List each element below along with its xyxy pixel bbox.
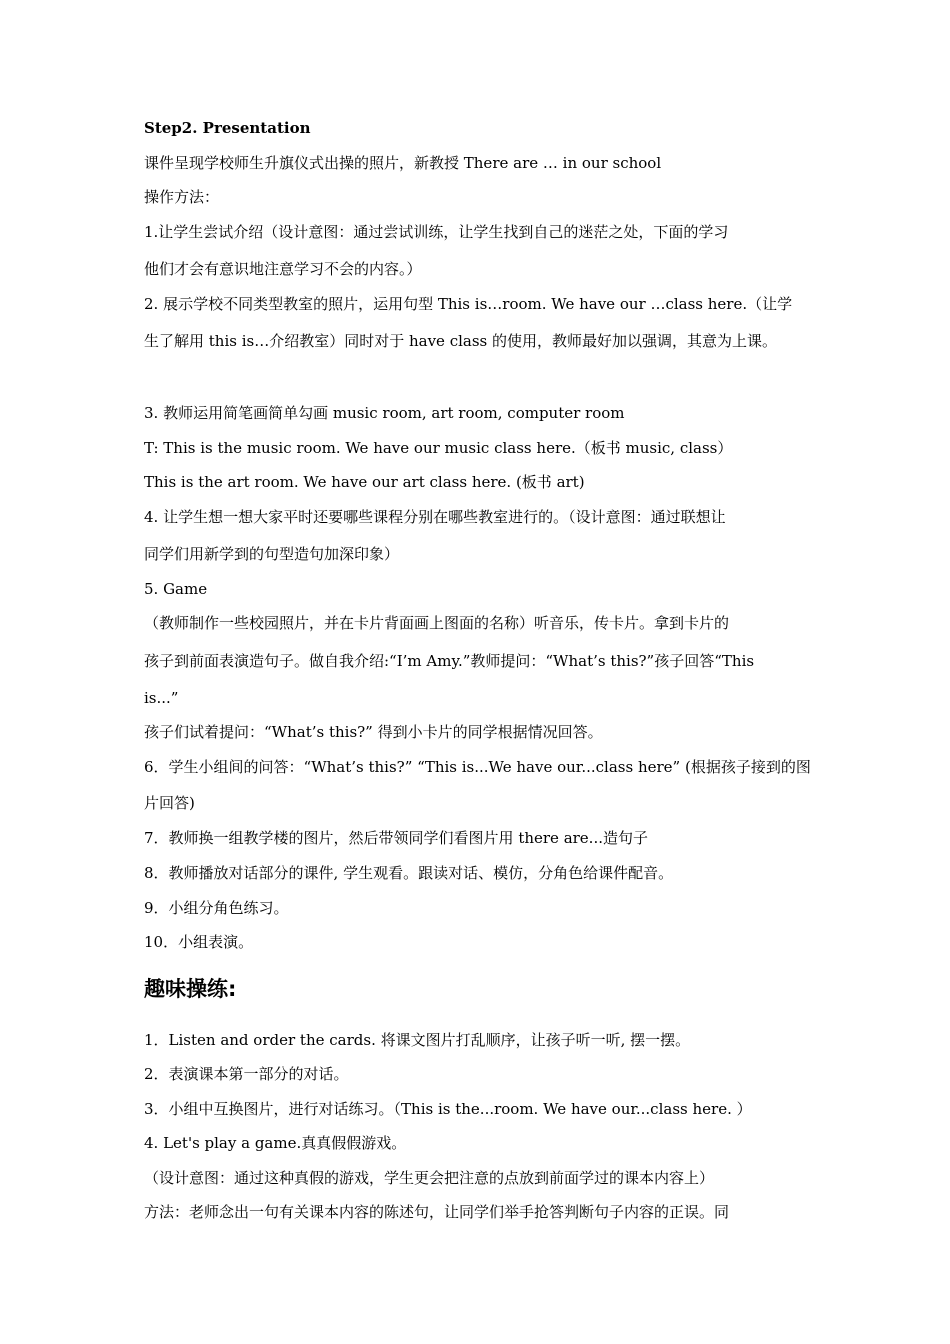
text-line: 5. Game	[144, 580, 208, 598]
text-line: 他们才会有意识地注意学习不会的内容。）	[144, 260, 422, 278]
step-title: Step2. Presentation	[144, 119, 311, 137]
section-heading: 趣味操练:	[144, 977, 237, 1001]
text-line: 3. 教师运用简笔画简单勾画 music room, art room, computer room	[144, 404, 625, 422]
text-line: （教师制作一些校园照片，并在卡片背面画上图面的名称）听音乐，传卡片。拿到卡片的	[144, 614, 730, 632]
text-line: 7．教师换一组教学楼的图片，然后带领同学们看图片用 there are...造句子	[144, 829, 648, 847]
text-line: This is the art room. We have our art class here. (板书 art)	[144, 473, 585, 491]
text-line: 片回答)	[144, 794, 195, 812]
practice-line: 3．小组中互换图片，进行对话练习。（This is the...room. We have our...class here. ）	[144, 1100, 752, 1118]
text-line: 4. 让学生想一想大家平时还要哪些课程分别在哪些教室进行的。（设计意图：通过联想让	[144, 508, 726, 526]
text-line: 孩子到前面表演造句子。做自我介绍:“I’m Amy.”教师提问：“What’s this?”孩子回答“This	[144, 652, 755, 670]
text-line: 孩子们试着提问：“What’s this?” 得到小卡片的同学根据情况回答。	[144, 723, 603, 741]
practice-line: （设计意图：通过这种真假的游戏，学生更会把注意的点放到前面学过的课本内容上）	[144, 1169, 715, 1187]
practice-line: 4. Let's play a game.真真假假游戏。	[144, 1134, 407, 1152]
practice-line: 1．Listen and order the cards. 将课文图片打乱顺序，让孩子听一听, 摆一摆。	[144, 1031, 691, 1049]
text-line: 课件呈现学校师生升旗仪式出操的照片，新教授 There are … in our school	[144, 154, 662, 172]
text-line: 6．学生小组间的问答：“What’s this?” “This is...We have our...class here” (根据孩子接到的图	[144, 758, 811, 776]
text-line: 10．小组表演。	[144, 933, 254, 951]
text-line: 生了解用 this is…介绍教室）同时对于 have class 的使用，教师最好加以强调，其意为上课。	[144, 332, 778, 350]
practice-line: 方法：老师念出一句有关课本内容的陈述句，让同学们举手抢答判断句子内容的正误。同	[144, 1203, 730, 1221]
text-line: 同学们用新学到的句型造句加深印象）	[144, 545, 400, 563]
practice-line: 2．表演课本第一部分的对话。	[144, 1065, 349, 1083]
text-line: 2. 展示学校不同类型教室的照片，运用句型 This is…room. We have our …class here.（让学	[144, 295, 793, 313]
text-line: 8．教师播放对话部分的课件, 学生观看。跟读对话、模仿，分角色给课件配音。	[144, 864, 674, 882]
text-line: 1.让学生尝试介绍（设计意图：通过尝试训练，让学生找到自己的迷茫之处，下面的学习	[144, 223, 729, 241]
text-line: 9．小组分角色练习。	[144, 899, 289, 917]
text-line: 操作方法：	[144, 188, 220, 206]
text-line: is...”	[144, 689, 179, 707]
text-line: T: This is the music room. We have our music class here.（板书 music, class）	[144, 439, 733, 457]
